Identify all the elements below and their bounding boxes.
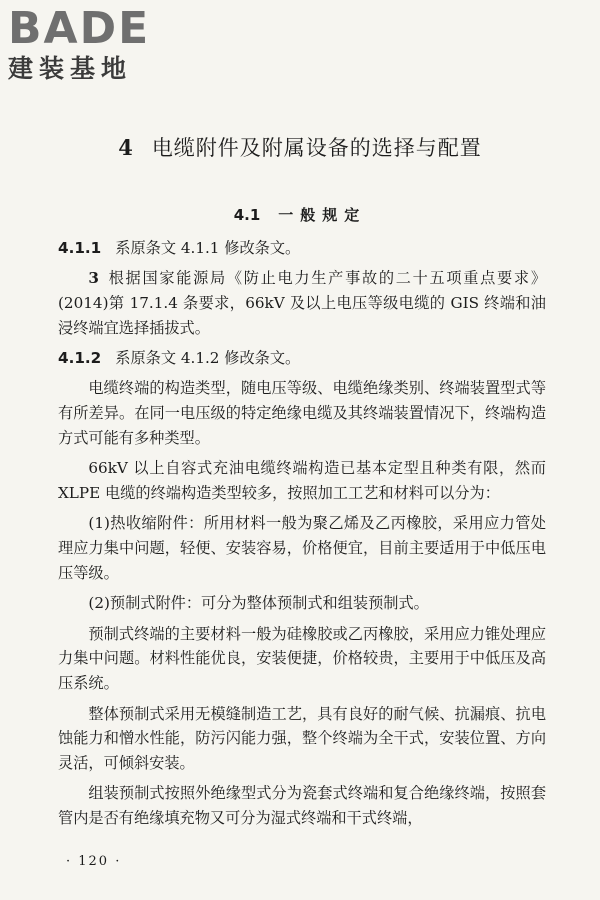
paragraph: 预制式终端的主要材料一般为硅橡胶或乙丙橡胶，采用应力锥处理应力集中问题。材料性能优良，安装便捷，价格较贵，主要用于中低压及高压系统。 — [58, 624, 546, 693]
section-title — [0, 204, 600, 225]
clause-4-1-1 — [58, 236, 546, 261]
clause-text: 系原条文 4.1.1 修改条文。 — [115, 239, 301, 257]
section-title-text: 一般规定 — [278, 206, 367, 224]
page-number: · 120 · — [66, 854, 122, 869]
clause-number: 4.1.1 — [58, 239, 102, 257]
paragraph: 66kV 以上自容式充油电缆终端构造已基本定型且种类有限，然而 XLPE 电缆的终端构造类型较多，按照加工工艺和材料可以分为： — [58, 459, 546, 503]
logo-wordmark: BADE — [8, 3, 151, 54]
logo-subtitle: 建装基地 — [8, 54, 133, 83]
clause-text: 系原条文 4.1.2 修改条文。 — [115, 349, 301, 368]
clause-number: 4.1.2 — [58, 349, 102, 368]
chapter-number: 4 — [118, 135, 134, 160]
item-number: 3 — [88, 269, 99, 288]
section-number: 4.1 — [233, 206, 261, 224]
paragraph: 整体预制式采用无模缝制造工艺，具有良好的耐气候、抗漏痕、抗电蚀能力和憎水性能，防污闪能力强，整个终端为全干式，安装位置、方向灵活，可倾斜安装。 — [58, 704, 546, 773]
paragraph: (1)热收缩附件：所用材料一般为聚乙烯及乙丙橡胶，采用应力管处理应力集中问题，轻便、安装容易，价格便宜，目前主要适用于中低压电压等级。 — [58, 514, 546, 583]
item-3 — [58, 266, 546, 340]
paragraph: (2)预制式附件：可分为整体预制式和组装预制式。 — [88, 594, 429, 613]
chapter-title — [0, 132, 600, 162]
paragraph: 电缆终端的构造类型，随电压等级、电缆绝缘类别、终端装置型式等有所差异。在同一电压级的特定绝缘电缆及其终端装置情况下，终端构造方式可能有多种类型。 — [58, 379, 546, 448]
chapter-title-text: 电缆附件及附属设备的选择与配置 — [151, 136, 482, 160]
paragraph: 组装预制式按照外绝缘型式分为瓷套式终端和复合绝缘终端，按照套管内是否有绝缘填充物又可分为湿式终端和干式终端， — [58, 784, 546, 828]
item-text: 根据国家能源局《防止电力生产事故的二十五项重点要求》(2014)第 17.1.4 条要求，66kV 及以上电压等级电缆的 GIS 终端和油浸终端宜选择插拔式。 — [58, 269, 546, 337]
document-body — [58, 236, 546, 837]
clause-4-1-2 — [58, 346, 546, 371]
bade-logo — [8, 3, 178, 84]
